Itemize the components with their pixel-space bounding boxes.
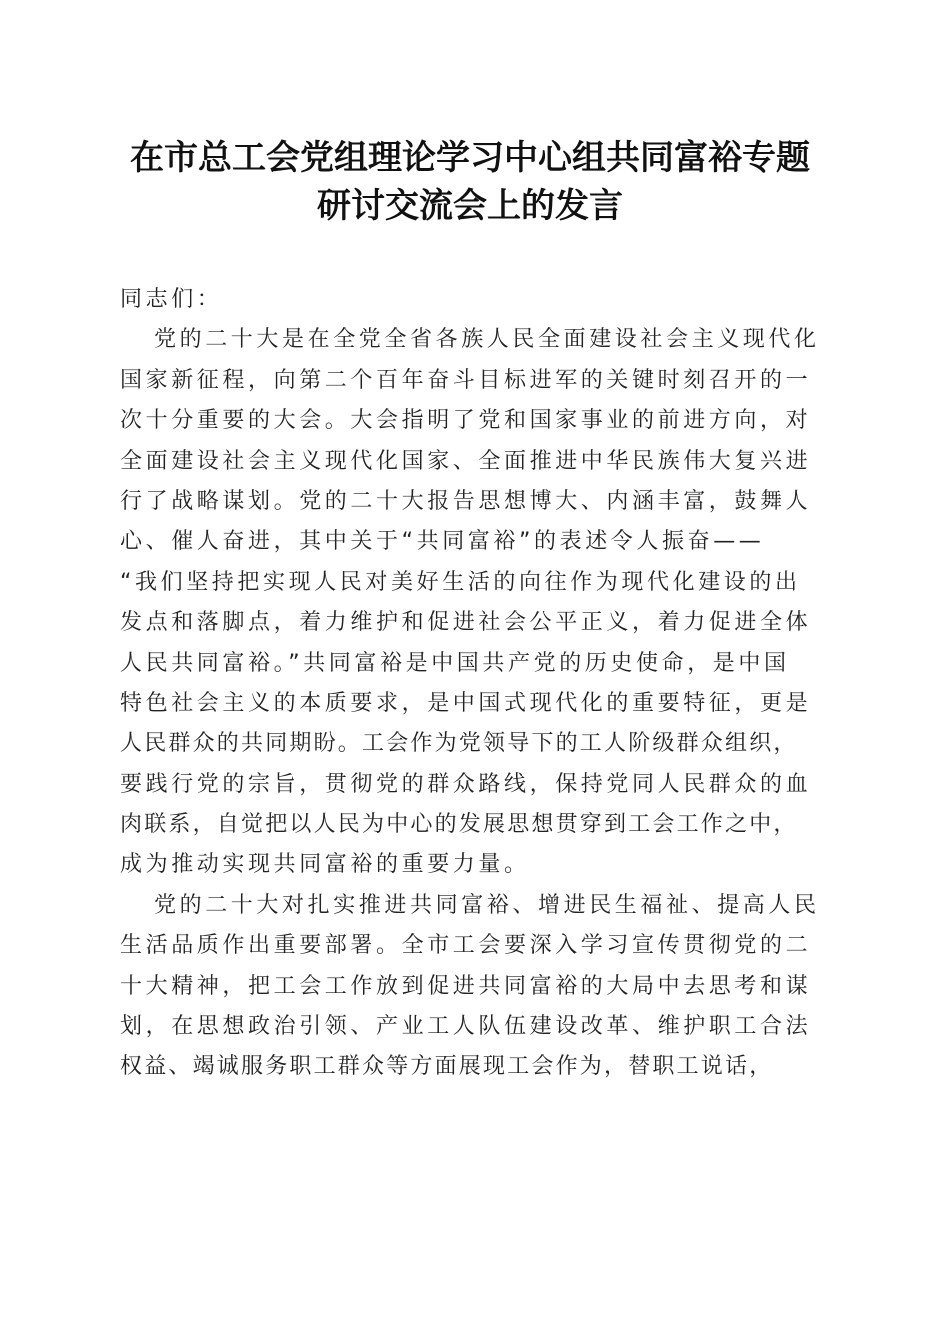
document-title (100, 134, 840, 230)
text-line: 行了战略谋划。党的二十大报告思想博大、内涵丰富，鼓舞人 (120, 488, 812, 514)
text-line: 十大精神，把工会工作放到促进共同富裕的大局中去思考和谋 (120, 973, 812, 999)
text-line: 党的二十大对扎实推进共同富裕、增进民生福祉、提高人民 (154, 892, 820, 918)
text-line: 次十分重要的大会。大会指明了党和国家事业的前进方向，对 (120, 408, 812, 434)
text-line: 成为推动实现共同富裕的重要力量。 (120, 852, 530, 878)
text-line: 权益、竭诚服务职工群众等方面展现工会作为，替职工说话， (120, 1054, 774, 1080)
text-line: 心、催人奋进，其中关于“共同富裕”的表述令人振奋—— (120, 529, 765, 555)
text-line: 国家新征程，向第二个百年奋斗目标进军的关键时刻召开的一 (120, 367, 812, 393)
text-line: 特色社会主义的本质要求，是中国式现代化的重要特征，更是 (120, 690, 812, 716)
text-line: 划，在思想政治引领、产业工人队伍建设改革、维护职工合法 (120, 1014, 812, 1040)
text-line: 发点和落脚点，着力维护和促进社会公平正义，着力促进全体 (120, 610, 812, 636)
text-line: 要践行党的宗旨，贯彻党的群众路线，保持党同人民群众的血 (120, 771, 812, 797)
text-line: 人民群众的共同期盼。工会作为党领导下的工人阶级群众组织， (120, 731, 798, 757)
text-line: 全面建设社会主义现代化国家、全面推进中华民族伟大复兴进 (120, 448, 812, 474)
paragraph-2 (120, 886, 832, 1088)
salutation: 同志们： (120, 287, 223, 312)
title-line: 研讨交流会上的发言 (317, 186, 623, 226)
text-line: 生活品质作出重要部署。全市工会要深入学习宣传贯彻党的二 (120, 933, 812, 959)
text-line: “我们坚持把实现人民对美好生活的向往作为现代化建设的出 (120, 569, 801, 595)
title-line: 在市总工会党组理论学习中心组共同富裕专题 (130, 138, 810, 178)
text-line: 人民共同富裕。”共同富裕是中国共产党的历史使命，是中国 (120, 650, 790, 676)
text-line: 肉联系，自觉把以人民为中心的发展思想贯穿到工会工作之中， (120, 812, 798, 838)
document-body (120, 280, 832, 1088)
paragraph-1 (120, 320, 832, 885)
text-line: 党的二十大是在全党全省各族人民全面建设社会主义现代化 (154, 327, 820, 353)
